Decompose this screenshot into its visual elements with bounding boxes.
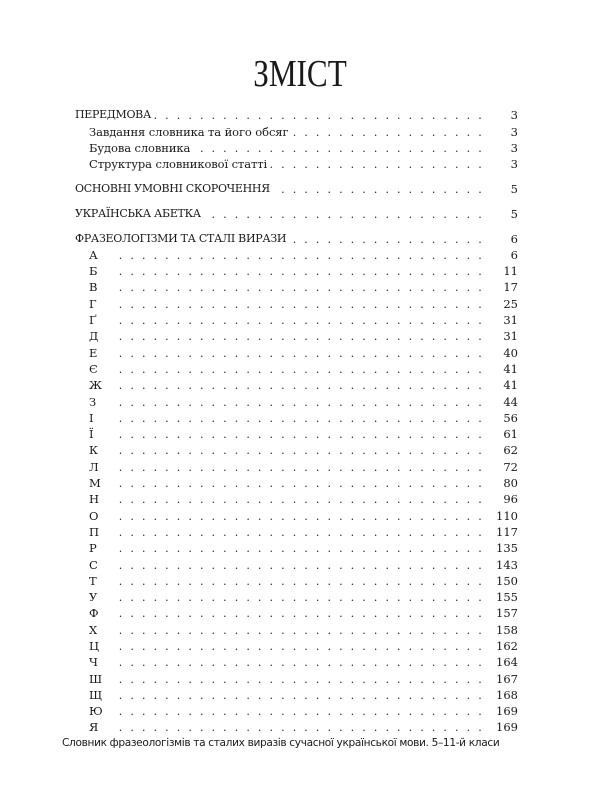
toc-entry-label: Ж — [75, 377, 116, 393]
toc-entry-page: 169 — [496, 720, 518, 735]
toc-entry-page: 117 — [496, 524, 518, 539]
dot-leader — [116, 428, 484, 442]
toc-entry-page: 143 — [496, 557, 518, 572]
toc-entry-label: І — [75, 410, 116, 426]
toc-entry-label: Я — [75, 719, 116, 735]
toc-entry-letter[interactable] — [75, 295, 518, 311]
dot-leader — [116, 314, 484, 328]
dot-leader — [116, 705, 484, 719]
toc-entry-letter[interactable] — [75, 605, 518, 621]
toc-entry-letter[interactable] — [75, 377, 518, 393]
toc-entry-letter[interactable] — [75, 507, 518, 523]
dot-leader — [116, 265, 484, 279]
toc-entry-page: 167 — [496, 671, 518, 686]
toc-entry-letter[interactable] — [75, 410, 518, 426]
toc-entry-page: 61 — [503, 427, 518, 442]
toc-entry-letter[interactable] — [75, 654, 518, 670]
toc-entry-label: ФРАЗЕОЛОГІЗМИ ТА СТАЛІ ВИРАЗИ — [75, 231, 289, 247]
toc-entry-label: Структура словникової статті — [75, 156, 270, 172]
table-of-contents — [75, 107, 518, 735]
running-footer: Словник фразеологізмів та сталих виразів сучасної української мови. 5–11-й класи — [62, 737, 500, 749]
dot-leader — [116, 461, 484, 475]
dot-leader — [193, 142, 484, 156]
toc-entry-letter[interactable] — [75, 263, 518, 279]
toc-entry-label: Є — [75, 361, 116, 377]
toc-entry-label: К — [75, 442, 116, 458]
dot-leader — [116, 689, 484, 703]
toc-entry-letter[interactable] — [75, 279, 518, 295]
dot-leader — [116, 607, 484, 621]
toc-entry-label: Г — [75, 296, 116, 312]
dot-leader — [116, 444, 484, 458]
dot-leader — [116, 526, 484, 540]
toc-entry-label: ПЕРЕДМОВА — [75, 107, 154, 123]
toc-entry-letter[interactable] — [75, 458, 518, 474]
toc-entry-page: 41 — [503, 361, 518, 376]
toc-entry-preface[interactable] — [75, 107, 518, 123]
toc-entry-letter[interactable] — [75, 670, 518, 686]
toc-entry-letter[interactable] — [75, 442, 518, 458]
toc-entry-page: 3 — [510, 157, 518, 172]
toc-entry-page: 80 — [503, 476, 518, 491]
toc-entry-label: Завдання словника та його обсяг — [75, 124, 291, 140]
dot-leader — [116, 721, 484, 735]
dot-leader — [116, 542, 484, 556]
toc-entry-dictionary-tasks[interactable] — [75, 123, 518, 139]
toc-entry-label: Т — [75, 573, 116, 589]
toc-entry-label: Ґ — [75, 312, 116, 328]
toc-entry-letter[interactable] — [75, 491, 518, 507]
dot-leader — [116, 559, 484, 573]
toc-entry-letter[interactable] — [75, 540, 518, 556]
toc-entry-page: 44 — [503, 394, 518, 409]
toc-entry-page: 72 — [503, 459, 518, 474]
toc-entry-label: Р — [75, 540, 116, 556]
toc-entry-page: 31 — [503, 329, 518, 344]
toc-entry-label: УКРАЇНСЬКА АБЕТКА — [75, 206, 204, 222]
toc-entry-abbreviations[interactable] — [75, 181, 518, 197]
toc-entry-label: Д — [75, 328, 116, 344]
toc-entry-label: Ю — [75, 703, 116, 719]
toc-entry-alphabet[interactable] — [75, 205, 518, 221]
toc-entry-page: 62 — [503, 443, 518, 458]
toc-entry-letter[interactable] — [75, 687, 518, 703]
dot-leader — [116, 363, 484, 377]
toc-entry-page: 164 — [496, 655, 518, 670]
toc-entry-label: Ш — [75, 671, 116, 687]
toc-entry-page: 169 — [496, 704, 518, 719]
toc-entry-label: У — [75, 589, 116, 605]
toc-entry-page: 110 — [496, 508, 518, 523]
toc-entry-page: 168 — [496, 687, 518, 702]
toc-entry-page: 6 — [510, 231, 518, 246]
toc-entry-letter[interactable] — [75, 589, 518, 605]
dot-leader — [204, 208, 484, 222]
toc-entry-letter[interactable] — [75, 703, 518, 719]
toc-entry-page: 31 — [503, 313, 518, 328]
dot-leader — [270, 158, 484, 172]
page-title: ЗМІСТ — [253, 53, 347, 95]
toc-entry-letter[interactable] — [75, 312, 518, 328]
toc-entry-label: Ї — [75, 426, 116, 442]
toc-entry-label: О — [75, 508, 116, 524]
toc-entry-letter[interactable] — [75, 328, 518, 344]
toc-entry-label: М — [75, 475, 116, 491]
dot-leader — [116, 493, 484, 507]
toc-entry-label: Будова словника — [75, 140, 193, 156]
dot-leader — [116, 330, 484, 344]
dot-leader — [116, 477, 484, 491]
toc-entry-label: П — [75, 524, 116, 540]
toc-entry-page: 25 — [503, 296, 518, 311]
dot-leader — [116, 510, 484, 524]
toc-entry-label: Ч — [75, 654, 116, 670]
toc-entry-page: 157 — [496, 606, 518, 621]
dot-leader — [116, 640, 484, 654]
dot-leader — [116, 656, 484, 670]
toc-entry-page: 17 — [503, 280, 518, 295]
dot-leader — [116, 412, 484, 426]
toc-entry-label: Н — [75, 491, 116, 507]
toc-entry-label: С — [75, 557, 116, 573]
dot-leader — [154, 109, 484, 123]
toc-entry-letter[interactable] — [75, 361, 518, 377]
toc-entry-page: 150 — [496, 573, 518, 588]
toc-entry-letter[interactable] — [75, 638, 518, 654]
toc-entry-page: 155 — [496, 590, 518, 605]
toc-entry-letter[interactable] — [75, 344, 518, 360]
toc-entry-label: Х — [75, 622, 116, 638]
toc-entry-page: 5 — [510, 181, 518, 196]
dot-leader — [291, 126, 484, 140]
toc-entry-label: Щ — [75, 687, 116, 703]
dot-leader — [273, 183, 484, 197]
dot-leader — [289, 233, 484, 247]
toc-entry-page: 3 — [510, 124, 518, 139]
toc-entry-dictionary-structure[interactable] — [75, 140, 518, 156]
toc-entry-letter[interactable] — [75, 475, 518, 491]
toc-entry-label: Л — [75, 459, 116, 475]
toc-entry-label: Ф — [75, 605, 116, 621]
toc-entry-page: 158 — [496, 622, 518, 637]
dot-leader — [116, 575, 484, 589]
toc-entry-page: 3 — [510, 140, 518, 155]
toc-entry-label: З — [75, 394, 116, 410]
toc-entry-page: 135 — [496, 541, 518, 556]
toc-entry-page: 5 — [510, 206, 518, 221]
dot-leader — [116, 249, 484, 263]
toc-entry-letter[interactable] — [75, 556, 518, 572]
dot-leader — [116, 298, 484, 312]
toc-entry-page: 162 — [496, 639, 518, 653]
dot-leader — [116, 379, 484, 393]
dot-leader — [116, 673, 484, 687]
toc-entry-phraseologisms[interactable] — [75, 230, 518, 246]
toc-entry-page: 56 — [503, 410, 518, 425]
dot-leader — [116, 591, 484, 605]
toc-entry-letter[interactable] — [75, 573, 518, 589]
toc-entry-letter[interactable] — [75, 426, 518, 442]
toc-entry-letter[interactable] — [75, 524, 518, 540]
toc-entry-label: В — [75, 279, 116, 295]
dot-leader — [116, 347, 484, 361]
dot-leader — [116, 624, 484, 638]
toc-entry-page: 96 — [503, 492, 518, 507]
toc-entry-letter[interactable] — [75, 719, 518, 735]
toc-entry-page: 41 — [503, 378, 518, 393]
toc-entry-letter[interactable] — [75, 393, 518, 409]
toc-entry-page: 11 — [503, 264, 518, 279]
toc-entry-article-structure[interactable] — [75, 156, 518, 172]
toc-entry-page: 6 — [510, 247, 518, 262]
toc-entry-page: 3 — [510, 108, 518, 123]
dot-leader — [116, 281, 484, 295]
dot-leader — [116, 396, 484, 410]
toc-entry-label: А — [75, 247, 116, 263]
toc-entry-page: 40 — [503, 345, 518, 360]
toc-entry-letter[interactable] — [75, 621, 518, 637]
toc-entry-label: ОСНОВНІ УМОВНІ СКОРОЧЕННЯ — [75, 181, 273, 197]
toc-entry-letter[interactable] — [75, 247, 518, 263]
toc-entry-label: Ц — [75, 638, 116, 654]
toc-entry-label: Е — [75, 345, 116, 361]
toc-entry-label: Б — [75, 263, 116, 279]
